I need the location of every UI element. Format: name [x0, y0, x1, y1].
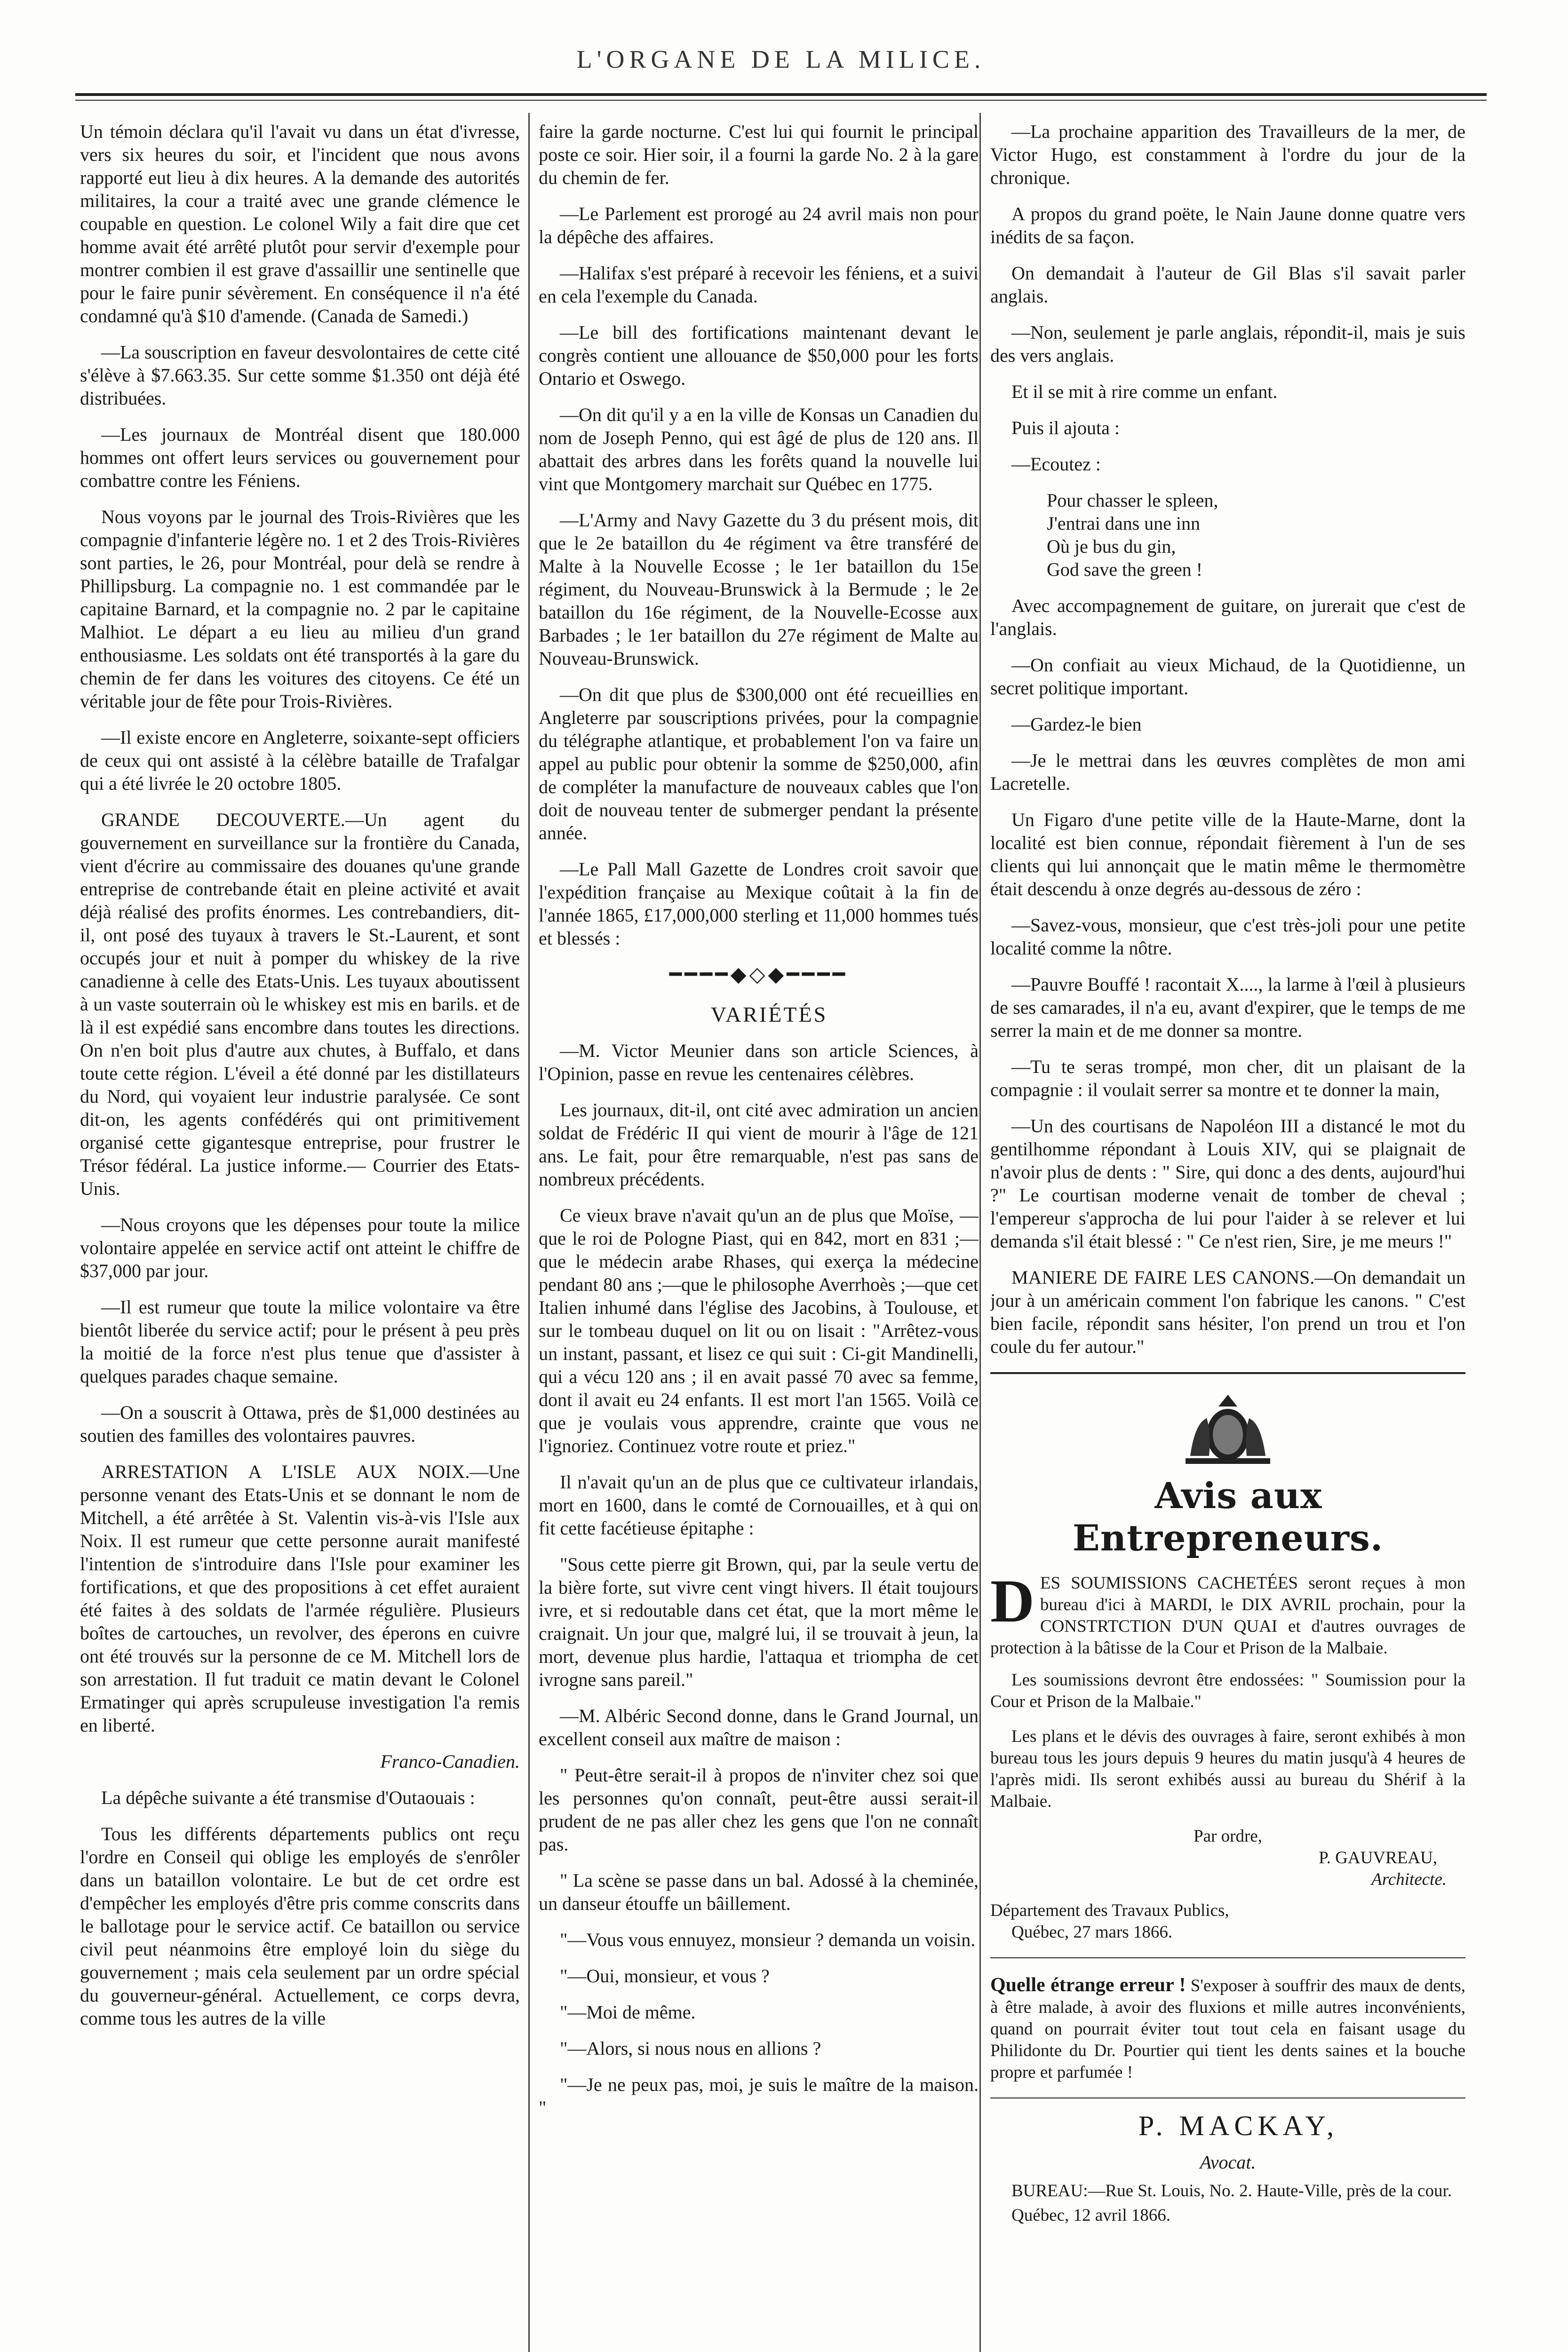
article-paragraph: —Il est rumeur que toute la milice volontaire va être bientôt liberée du service actif; pour le présent à peu près la moitié de la force n'est plus tenue que d'assister à quelques parades chaque semaine. — [80, 1296, 520, 1387]
article-paragraph: Les journaux, dit-il, ont cité avec admiration un ancien soldat de Frédéric II qui vient de mourir à l'âge de 121 ans. Le fait, pour être remarquable, n'est pas sans de nombreux précédents. — [539, 1099, 979, 1190]
mackay-date: Québec, 12 avril 1866. — [1011, 2206, 1171, 2225]
article-paragraph: "—Oui, monsieur, et vous ? — [560, 1965, 770, 1986]
article-paragraph: —On dit qu'il y a en la ville de Konsas un Canadien du nom de Joseph Penno, qui est âgé de plus de 120 ans. Il abattait des arbres dans les forêts quand la nouvelle lui vint que Montgomery marchait sur Québec en 1775. — [539, 404, 979, 494]
article-paragraph: MANIERE DE FAIRE LES CANONS.—On demandait un jour à un américain comment l'on fabrique les canons. " C'est bien facile, répondit sans hésiter, l'on prend un trou et l'on coule du fer autour." — [990, 1267, 1465, 1357]
philidonte-text: S'exposer à souffrir des maux de dents, à être malade, à avoir des fluxions et mille autres inconvénients, quand on pourrait éviter tout tout cela en faisant usage du Philidonte du Dr. Pourtier qui tient les dents saines et la bouche propre et parfumée ! — [990, 1976, 1465, 2082]
article-paragraph: Un Figaro d'une petite ville de la Haute-Marne, dont la localité est bien connue, répondait fièrement à l'un de ses clients qui lui annonçait que le matin même le thermomètre était descendu à onze degrés au-dessous de zéro : — [990, 809, 1465, 899]
article-paragraph: —On a souscrit à Ottawa, près de $1,000 destinées au soutien des familles des volontaires pauvres. — [80, 1402, 520, 1446]
article-paragraph: " Peut-être serait-il à propos de n'inviter chez soi que les personnes qu'on connaît, peut-être aussi serait-il prudent de ne pas aller chez les gens que l'on ne connaît pas. — [539, 1764, 979, 1855]
ad-paragraph: Les plans et le dévis des ouvrages à faire, seront exhibés à mon bureau tous les jours depuis 9 heures du matin jusqu'à 4 heures de l'après midi. Ils seront exhibés aussi au bureau du Shérif à la Malbaie. — [990, 1727, 1465, 1811]
article-paragraph: Un témoin déclara qu'il l'avait vu dans un état d'ivresse, vers six heures du soir, et l'incident que nous avons rapporté eut lieu à dix heures. A la demande des autorités militaires, la cour a traité avec une grande clémence le coupable en question. Le colonel Wily a fait dire que cet homme avait été arrêté plutôt pour servir d'exemple pour montrer combien il est grave d'assaillir une sentinelle que pour le faire punir sévèrement. En conséquence il n'a été condamné qu'à $10 d'amende. (Canada de Samedi.) — [80, 121, 520, 326]
section-ornament: ━━━━◆◇◆━━━━ — [669, 963, 848, 986]
poem-line: God save the green ! — [1047, 559, 1202, 580]
article-paragraph: —Il existe encore en Angleterre, soixante-sept officiers de ceux qui ont assisté à la célèbre bataille de Trafalgar qui a été livrée le 20 octobre 1805. — [80, 727, 520, 794]
ad-order: Par ordre, — [1194, 1827, 1262, 1846]
article-paragraph: —Ecoutez : — [1011, 453, 1101, 475]
article-paragraph: —L'Army and Navy Gazette du 3 du présent mois, dit que le 2e bataillon du 4e régiment va être transféré de Malte à la Nouvelle Ecosse ; le 1er bataillon du 15e régiment, du Nouveau-Brunswick à la Bermude ; le 2e bataillon du 16e régiment, de la Nouvelle-Ecosse aux Barbades ; le 1er bataillon du 27e régiment de Malte au Nouveau-Brunswick. — [539, 509, 979, 669]
article-paragraph: —Le Pall Mall Gazette de Londres croit savoir que l'expédition française au Mexique coûtait à la fin de l'année 1865, £17,000,000 sterling et 11,000 hommes tués et blessés : — [539, 858, 979, 949]
article-paragraph: GRANDE DECOUVERTE.—Un agent du gouvernement en surveillance sur la frontière du Canada, vient d'écrire au commissaire des douanes qu'une grande entreprise de contrebande était en pleine activité et avait déjà réalisé des profits énormes. Les contrebandiers, dit-il, ont posé des tuyaux à travers le St.-Laurent, et sont occupés jour et nuit à pomper du whiskey de la rive canadienne à celle des Etats-Unis. Les tuyaux aboutissent à un vaste souterrain où le whiskey est mis en barils. et de là il est expédié sans encombre dans toutes les directions. On n'en boit plus d'autre aux chutes, à Buffalo, et dans toute cette région. L'éveil a été donné par les distillateurs du Nord, qui voyaient leur industrie paralysée. Ce sont dit-on, les agents confédérés qui ont primitivement organisé cette gigantesque entreprise, pour frustrer le Trésor fédéral. La justice informe.— Courrier des Etats-Unis. — [80, 809, 520, 1199]
article-paragraph: —Un des courtisans de Napoléon III a distancé le mot du gentilhomme répondant à Louis XIV, qui se plaignait de n'avoir plus de dents : " Sire, qui donc a des dents, aujourd'hui ?" Le courtisan moderne venait de tomber de cheval ; l'empereur s'approcha de lui pour l'aider à se relever et lui demanda s'il était blessé : " Ce n'est rien, Sire, je me meurs !" — [990, 1115, 1465, 1252]
article-paragraph: On demandait à l'auteur de Gil Blas s'il savait parler anglais. — [990, 262, 1465, 307]
poem-line: Où je bus du gin, — [1047, 536, 1176, 557]
article-paragraph: —Je le mettrai dans les œuvres complètes de mon ami Lacretelle. — [990, 750, 1465, 794]
article-paragraph: Il n'avait qu'un an de plus que ce cultivateur irlandais, mort en 1600, dans le comté de Cornouailles, et à qui on fit cette facétieuse épitaphe : — [539, 1471, 979, 1539]
ad-signatory: P. GAUVREAU, — [1319, 1848, 1437, 1867]
article-paragraph: "—Vous vous ennuyez, monsieur ? demanda un voisin. — [560, 1929, 976, 1950]
article-paragraph: —La prochaine apparition des Travailleurs de la mer, de Victor Hugo, est constamment à l'ordre du jour de la chronique. — [990, 121, 1465, 188]
poem-line: J'entrai dans une inn — [1047, 513, 1201, 534]
article-paragraph: —Le Parlement est prorogé au 24 avril mais non pour la dépêche des affaires. — [539, 203, 979, 247]
ad-body — [990, 1567, 1465, 1943]
article-paragraph: —Nous croyons que les dépenses pour toute la milice volontaire appelée en service actif ont atteint le chiffre de $37,000 par jour. — [80, 1214, 520, 1281]
article-paragraph: —Non, seulement je parle anglais, répondit-il, mais je suis des vers anglais. — [990, 322, 1465, 366]
article-paragraph: —Savez-vous, monsieur, que c'est très-joli pour une petite localité comme la nôtre. — [990, 914, 1465, 959]
article-paragraph: Tous les différents départements publics ont reçu l'ordre en Conseil qui oblige les employés de s'enrôler dans un bataillon volontaire. Le but de cet ordre est d'empêcher les employés d'être pris comme conscrits dans le ballotage pour le service actif. Ce bataillon ou service civil peut néanmoins être employé loin du siège du gouvernement ; mais cela seulement par un ordre spécial du gouverneur-général. Actuellement, ce corps devra, comme tous les autres de la ville — [80, 1823, 520, 2029]
ad-divider — [990, 1957, 1465, 1958]
dropcap: D — [990, 1567, 1035, 1635]
mackay-name: P. MACKAY, — [1138, 2110, 1339, 2141]
article-paragraph: —Le bill des fortifications maintenant devant le congrès contient une allouance de $50,000 pour les forts Ontario et Oswego. — [539, 322, 979, 389]
article-signature: Franco-Canadien. — [380, 1751, 520, 1772]
article-paragraph: ARRESTATION A L'ISLE AUX NOIX.—Une personne venant des Etats-Unis et se donnant le nom de Mitchell, a été arrêtée à St. Valentin vis-à-vis l'Isle aux Noix. Il est rumeur que cette personne aurait manifesté l'intention de s'introduire dans l'Isle pour examiner les fortifications, et que des propositions à cet effet auraient été faites à des soldats de l'armée régulière. Plusieurs boîtes de cartouches, un revolver, des éperons en cuivre ont été trouvés sur la personne de ce M. Mitchell lors de son arrestation. Il fut traduit ce matin devant le Colonel Ermatinger qui après scrupuleuse investigation l'a remis en liberté. — [80, 1461, 520, 1736]
article-paragraph: " La scène se passe dans un bal. Adossé à la cheminée, un danseur étouffe un bâillement. — [539, 1870, 979, 1914]
article-paragraph: Puis il ajouta : — [1011, 417, 1120, 438]
ad-divider — [990, 1372, 1465, 1374]
article-paragraph: —La souscription en faveur desvolontaires de cette cité s'élève à $7.663.35. Sur cette somme $1.350 ont déjà été distribuées. — [80, 342, 520, 409]
royal-crest-icon — [1167, 1390, 1289, 1470]
philidonte-headline: Quelle étrange erreur ! — [990, 1974, 1186, 1996]
article-paragraph: —Tu te seras trompé, mon cher, dit un plaisant de la compagnie : il voulait serrer sa montre et te donner la main, — [990, 1056, 1465, 1100]
article-paragraph: faire la garde nocturne. C'est lui qui fournit le principal poste ce soir. Hier soir, il a fourni la garde No. 2 à la gare du chemin de fer. — [539, 121, 979, 188]
article-paragraph: —Halifax s'est préparé à recevoir les féniens, et a suivi en cela l'exemple du Canada. — [539, 262, 979, 307]
column-2 — [539, 120, 979, 2352]
top-rule-thick — [75, 93, 1487, 96]
mackay-role: Avocat. — [1200, 2152, 1256, 2173]
column-1 — [80, 120, 520, 2352]
article-paragraph: Ce vieux brave n'avait qu'un an de plus que Moïse, —que le roi de Pologne Piast, qui en 842, mort en 831 ;—que le médecin arabe Rhases, qui exerça la médecine pendant 80 ans ;—que le philosophe Averrhoès ;—que cet Italien inhumé dans l'église des Jacobins, à Toulouse, et sur le tombeau duquel on lit ou on lisait : "Arrêtez-vous un instant, passant, et lisez ce qui suit : Ci-git Mandinelli, qui a vécu 120 ans ; il en avait passé 70 avec sa femme, dont il avait eu 24 enfants. Il est mort l'an 1565. Voilà ce que je voulais vous apprendre, crainte que vous ne l'ignoriez. Continuez votre route et priez." — [539, 1205, 979, 1456]
column-divider — [528, 113, 530, 2352]
article-paragraph: —Pauvre Bouffé ! racontait X...., la larme à l'œil à plusieurs de ses camarades, il n'a eu, avant d'expirer, que le temps de me serrer la main et de me donner sa montre. — [990, 974, 1465, 1041]
article-paragraph: —On confiait au vieux Michaud, de la Quotidienne, un secret politique important. — [990, 654, 1465, 699]
poem-line: Pour chasser le spleen, — [1047, 490, 1218, 511]
column-divider — [979, 113, 981, 2352]
article-paragraph: —On dit que plus de $300,000 ont été recueillies en Angleterre par souscriptions privées, pour la compagnie du télégraphe atlantique, et probablement l'on va faire un appel au public pour obtenir la somme de $250,000, afin de compléter la manufacture de nouveaux cables que l'on doit de nouveau tenter de submerger pendant la présente année. — [539, 684, 979, 843]
article-paragraph: —Les journaux de Montréal disent que 180.000 hommes ont offert leurs services ou gouvernement pour combattre contre les Féniens. — [80, 424, 520, 491]
section-heading-varietes: VARIÉTÉS — [710, 1002, 828, 1026]
article-paragraph: A propos du grand poëte, le Nain Jaune donne quatre vers inédits de sa façon. — [990, 203, 1465, 247]
ad-paragraph: Les soumissions devront être endossées: " Soumission pour la Cour et Prison de la Malbaie." — [990, 1670, 1465, 1711]
article-paragraph: "—Alors, si nous nous en allions ? — [560, 2038, 821, 2059]
column-3 — [990, 120, 1465, 2352]
article-paragraph: Nous voyons par le journal des Trois-Rivières que les compagnie d'infanterie légère no. 1 et 2 des Trois-Rivières sont parties, le 26, pour Montréal, pour delà se rendre à Phillipsburg. La compagnie no. 1 est commandée par le capitaine Barnard, et la compagnie no. 2 par le capitaine Malhiot. Le départ a eu lieu au milieu d'un grand enthousiasme. Les soldats ont été transportés à la gare du chemin de fer dans les voitures des citoyens. Ce été un véritable jour de fête pour Trois-Rivières. — [80, 506, 520, 712]
ad-paragraph: ES SOUMISSIONS CACHETÉES seront reçues à mon bureau d'ici à MARDI, le DIX AVRIL prochain, pour la CONSTRTCTION D'UN QUAI et d'autres ouvrages de protection à la bâtisse de la Cour et Prison de la Malbaie. — [990, 1573, 1465, 1658]
masthead: L'ORGANE DE LA MILICE. — [576, 45, 986, 73]
ad-department: Département des Travaux Publics, — [990, 1901, 1229, 1920]
article-paragraph: "Sous cette pierre git Brown, qui, par la seule vertu de la bière forte, sut vivre cent vingt hivers. Il était toujours ivre, et si redoutable dans cet état, que la mort même le craignait. Un jour que, malgré lui, il se trouvait à jeun, la mort, devenue plus hardie, l'attaqua et triompha de cet ivrogne sans pareil." — [539, 1554, 979, 1690]
article-paragraph: Et il se mit à rire comme un enfant. — [1011, 381, 1278, 402]
article-paragraph: —M. Victor Meunier dans son article Sciences, à l'Opinion, passe en revue les centenaires célèbres. — [539, 1040, 979, 1084]
ad-date: Québec, 27 mars 1866. — [1011, 1923, 1173, 1942]
mackay-address: BUREAU:—Rue St. Louis, No. 2. Haute-Ville, près de la cour. — [1011, 2181, 1452, 2201]
ad-title: Avis aux Entrepreneurs. — [1072, 1475, 1384, 1559]
article-paragraph: "—Moi de même. — [560, 2002, 696, 2023]
article-paragraph: Avec accompagnement de guitare, on jurerait que c'est de l'anglais. — [990, 595, 1465, 639]
article-paragraph: "—Je ne peux pas, moi, je suis le maître de la maison. " — [539, 2074, 979, 2118]
top-rule-thin — [75, 100, 1487, 101]
article-paragraph: —Gardez-le bien — [1011, 714, 1142, 735]
article-paragraph: La dépêche suivante a été transmise d'Outaouais : — [101, 1787, 475, 1808]
philidonte-ad — [990, 1974, 1465, 2083]
article-paragraph: —M. Albéric Second donne, dans le Grand Journal, un excellent conseil aux maître de maison : — [539, 1705, 979, 1749]
ad-signatory-role: Architecte. — [1371, 1870, 1447, 1889]
